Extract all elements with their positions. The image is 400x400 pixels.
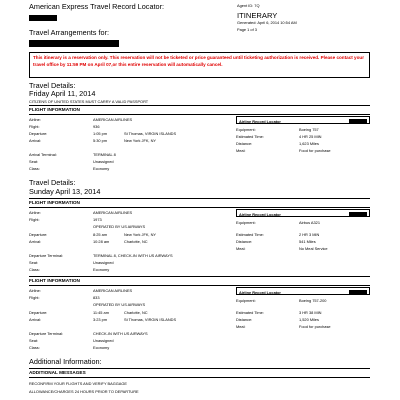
arrival-label: Arrival: <box>29 317 42 322</box>
seat-value: Unassigned <box>93 159 114 164</box>
departure-time: 11:45 am <box>93 310 109 315</box>
travel-date: Friday April 11, 2014 <box>29 89 96 98</box>
class-label: Class: <box>29 267 40 272</box>
equipment-label: Equipment: <box>236 220 256 225</box>
distance-value: 541 Miles <box>299 239 316 244</box>
travel-date: Sunday April 13, 2014 <box>29 187 101 196</box>
flight-value: 1973 <box>93 217 102 222</box>
meal-value: Food for purchase <box>299 148 331 153</box>
arrival-time: 10:28 am <box>93 239 110 244</box>
flight-info-heading: FLIGHT INFORMATION <box>29 107 80 112</box>
terminal-value: TERMINAL 8 <box>93 152 116 157</box>
arrival-label: Arrival: <box>29 138 42 143</box>
departure-label: Departure: <box>29 310 48 315</box>
meal-value: Food for purchase <box>299 324 331 329</box>
estimated-time-label: Estimated Time: <box>236 232 264 237</box>
distance-value: 1,623 Miles <box>299 141 319 146</box>
seat-value: Unassigned <box>93 260 114 265</box>
arrival-time: 5:30 pm <box>93 138 108 143</box>
flight-value: 833 <box>93 295 100 300</box>
doc-title: ITINERARY <box>237 11 278 20</box>
travel-details-label: Travel Details: <box>29 178 76 187</box>
arrival-label: Arrival: <box>29 239 42 244</box>
airline-value: AMERICAN AIRLINES <box>93 210 133 215</box>
flight-info-heading: FLIGHT INFORMATION <box>29 200 80 205</box>
redacted-record-locator <box>349 290 367 295</box>
departure-place: Charlotte, NC <box>124 310 148 315</box>
terminal-label: Departure Terminal: <box>29 331 64 336</box>
terminal-label: Arrival Terminal: <box>29 152 57 157</box>
estimated-time-value: 2 HR 3 MIN <box>299 232 320 237</box>
class-label: Class: <box>29 166 40 171</box>
flight-value: 936 <box>93 124 100 129</box>
equipment-label: Equipment: <box>236 298 256 303</box>
record-locator-heading: Airline Record Locator <box>239 211 281 217</box>
message-line: RECONFIRM YOUR FLIGHTS AND VERIFY BAGGAGE <box>29 381 128 386</box>
message-line: ALLOWANCE/CHARGES 24 HOURS PRIOR TO DEPARTURE <box>29 389 139 394</box>
departure-label: Departure: <box>29 232 48 237</box>
airline-value: AMERICAN AIRLINES <box>93 288 133 293</box>
terminal-value: CHECK-IN WITH US AIRWAYS <box>93 331 148 336</box>
seat-label: Seat: <box>29 159 39 164</box>
departure-label: Departure: <box>29 131 48 136</box>
redacted-record-locator <box>349 212 367 217</box>
arrival-place: Charlotte, NC <box>124 239 148 244</box>
equipment-label: Equipment: <box>236 127 256 132</box>
seat-label: Seat: <box>29 338 39 343</box>
record-locator-box <box>236 287 370 295</box>
equipment-value: Boeing 757 <box>299 127 319 132</box>
meal-label: Meal: <box>236 246 246 251</box>
distance-value: 1,520 Miles <box>299 317 319 322</box>
distance-label: Distance: <box>236 239 253 244</box>
additional-info-title: Additional Information: <box>29 357 102 366</box>
locator-label: American Express Travel Record Locator: <box>29 2 165 11</box>
seat-value: Unassigned <box>93 338 114 343</box>
departure-time: 1:05 pm <box>93 131 108 136</box>
class-value: Economy <box>93 166 110 171</box>
class-value: Economy <box>93 345 110 350</box>
meal-label: Meal: <box>236 324 246 329</box>
record-locator-box <box>236 116 370 124</box>
arrival-time: 3:23 pm <box>93 317 108 322</box>
arrival-place: New York JFK, NY <box>124 138 156 143</box>
airline-label: Airline: <box>29 288 41 293</box>
page-number: Page 1 of 3 <box>237 27 257 32</box>
flight-label: Flight: <box>29 217 40 222</box>
operated-by: OPERATED BY US AIRWAYS <box>93 224 146 229</box>
class-label: Class: <box>29 345 40 350</box>
meal-label: Meal: <box>236 148 246 153</box>
estimated-time-label: Estimated Time: <box>236 310 264 315</box>
estimated-time-value: 3 HR 38 MIN <box>299 310 322 315</box>
travel-details-label: Travel Details: <box>29 81 76 90</box>
equipment-value: Boeing 757-200 <box>299 298 327 303</box>
airline-label: Airline: <box>29 210 41 215</box>
equipment-value: Airbus A321 <box>299 220 320 225</box>
distance-label: Distance: <box>236 141 253 146</box>
departure-place: New York JFK, NY <box>124 232 156 237</box>
distance-label: Distance: <box>236 317 253 322</box>
terminal-label: Departure Terminal: <box>29 253 64 258</box>
operated-by: OPERATED BY US AIRWAYS <box>93 302 146 307</box>
record-locator-heading: Airline Record Locator <box>239 118 281 124</box>
flight-label: Flight: <box>29 295 40 300</box>
airline-value: AMERICAN AIRLINES <box>93 117 133 122</box>
redacted-locator <box>29 15 57 21</box>
redacted-traveler <box>29 40 119 47</box>
redacted-record-locator <box>349 119 367 124</box>
flight-label: Flight: <box>29 124 40 129</box>
warning-notice: This itinerary is a reservation only. This reservation will not be ticketed or price guaranteed until ticketing authorization is received. Please contact your travel office by 11:59 PM on April 07,or this entire reservation will automatically cancel. <box>29 52 370 78</box>
class-value: Economy <box>93 267 110 272</box>
estimated-time-label: Estimated Time: <box>236 134 264 139</box>
estimated-time-value: 4 HR 25 MIN <box>299 134 322 139</box>
meal-value: No Meal Service <box>299 246 328 251</box>
airline-label: Airline: <box>29 117 41 122</box>
additional-messages-heading: ADDITIONAL MESSAGES <box>29 370 86 375</box>
terminal-value: TERMINAL 8, CHECK-IN WITH US AIRWAYS <box>93 253 173 258</box>
seat-label: Seat: <box>29 260 39 265</box>
passport-note: CITIZENS OF UNITED STATES MUST CARRY A VALID PASSPORT <box>29 99 149 104</box>
record-locator-heading: Airline Record Locator <box>239 289 281 295</box>
record-locator-box <box>236 209 370 217</box>
departure-time: 8:25 am <box>93 232 108 237</box>
agent-id: Agent ID: 7Q <box>237 3 260 8</box>
arrival-place: St Thomas, VIRGIN ISLANDS <box>124 317 177 322</box>
flight-info-heading: FLIGHT INFORMATION <box>29 278 80 283</box>
departure-place: St Thomas, VIRGIN ISLANDS <box>124 131 177 136</box>
generated-date: Generated: April 6, 2014 10:54 AM <box>237 20 297 25</box>
arrangements-label: Travel Arrangements for: <box>29 28 110 37</box>
